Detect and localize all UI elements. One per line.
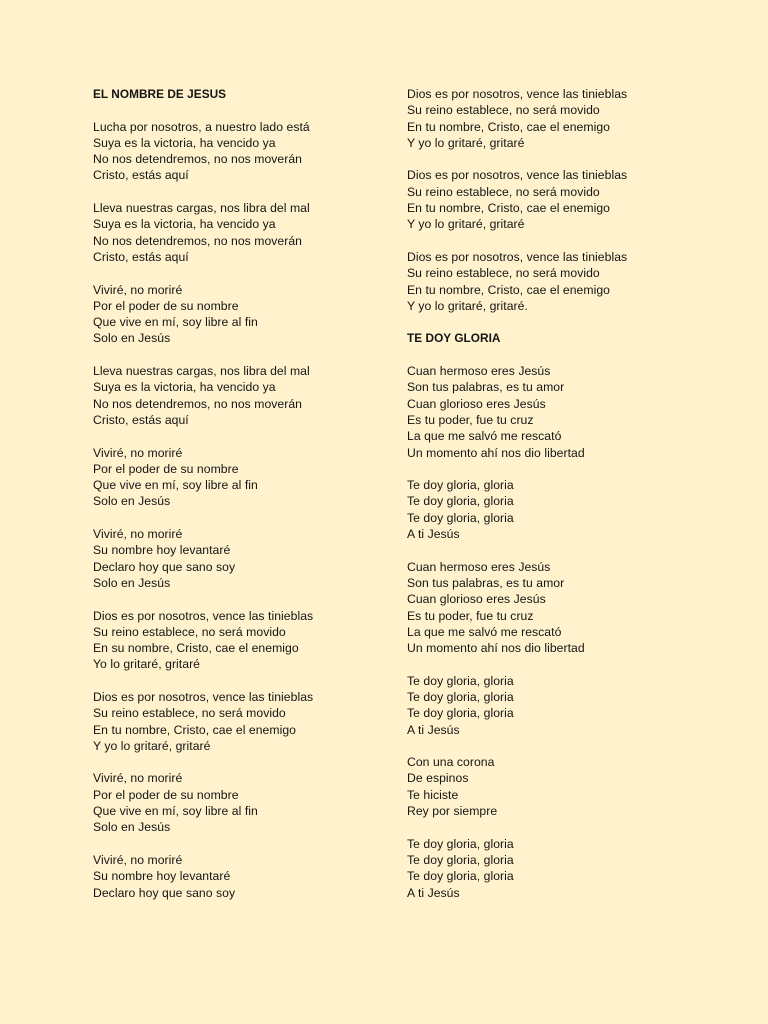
lyric-line: En tu nombre, Cristo, cae el enemigo <box>407 119 610 134</box>
lyric-line: Es tu poder, fue tu cruz <box>407 608 534 623</box>
stanza <box>93 608 393 673</box>
stanza <box>407 754 707 819</box>
right-column <box>407 86 707 901</box>
right-continuation-stanzas <box>407 86 707 330</box>
lyric-line: Son tus palabras, es tu amor <box>407 380 565 395</box>
lyric-line: Que vive en mí, soy libre al fin <box>93 478 258 493</box>
stanza <box>93 200 393 265</box>
lyric-line: Cuan hermoso eres Jesús <box>407 559 551 574</box>
lyric-line: Su reino establece, no será movido <box>407 103 600 118</box>
stanza-gap <box>407 347 707 363</box>
lyric-line: Cristo, estás aquí <box>93 412 189 427</box>
stanza <box>93 282 393 347</box>
lyric-line: Te hiciste <box>407 787 459 802</box>
lyric-line: Te doy gloria, gloria <box>407 706 514 721</box>
stanza-gap <box>93 347 393 363</box>
lyric-line: Y yo lo gritaré, gritaré <box>407 135 525 150</box>
lyric-line: Dios es por nosotros, vence las tinieblas <box>93 689 314 704</box>
lyric-line: Un momento ahí nos dio libertad <box>407 641 585 656</box>
stanza-gap <box>407 738 707 754</box>
lyric-line: Que vive en mí, soy libre al fin <box>93 315 258 330</box>
lyric-line: De espinos <box>407 771 469 786</box>
stanza <box>407 477 707 542</box>
lyric-line: Por el poder de su nombre <box>93 787 239 802</box>
lyric-line: Y yo lo gritaré, gritaré <box>93 738 211 753</box>
lyric-line: Por el poder de su nombre <box>93 461 239 476</box>
lyric-line: Te doy gloria, gloria <box>407 689 514 704</box>
lyric-line: Rey por siempre <box>407 804 498 819</box>
lyric-line: En tu nombre, Cristo, cae el enemigo <box>93 722 296 737</box>
lyric-line: Declaro hoy que sano soy <box>93 885 236 900</box>
lyric-line: Yo lo gritaré, gritaré <box>93 657 201 672</box>
lyric-line: Suya es la victoria, ha vencido ya <box>93 135 276 150</box>
lyric-line: La que me salvó me rescató <box>407 624 562 639</box>
stanza-gap <box>93 265 393 281</box>
stanza-gap <box>93 428 393 444</box>
stanza <box>407 86 707 151</box>
lyric-line: Su reino establece, no será movido <box>407 184 600 199</box>
stanza <box>93 770 393 835</box>
lyric-line: Te doy gloria, gloria <box>407 478 514 493</box>
lyric-line: Te doy gloria, gloria <box>407 852 514 867</box>
song-title: EL NOMBRE DE JESUS <box>93 87 227 101</box>
lyric-line: Suya es la victoria, ha vencido ya <box>93 380 276 395</box>
lyric-line: Cuan hermoso eres Jesús <box>407 364 551 379</box>
lyric-line: Y yo lo gritaré, gritaré <box>407 217 525 232</box>
lyric-line: Y yo lo gritaré, gritaré. <box>407 298 528 313</box>
stanza-gap <box>407 542 707 558</box>
lyric-line: Que vive en mí, soy libre al fin <box>93 804 258 819</box>
lyric-line: Su reino establece, no será movido <box>93 624 286 639</box>
lyric-line: Suya es la victoria, ha vencido ya <box>93 217 276 232</box>
stanza-gap <box>93 836 393 852</box>
stanza <box>93 526 393 591</box>
lyric-line: Son tus palabras, es tu amor <box>407 575 565 590</box>
lyric-line: Lleva nuestras cargas, nos libra del mal <box>93 364 310 379</box>
lyric-line: Solo en Jesús <box>93 331 171 346</box>
stanza <box>407 363 707 461</box>
lyric-line: Un momento ahí nos dio libertad <box>407 445 585 460</box>
lyric-line: Es tu poder, fue tu cruz <box>407 412 534 427</box>
lyric-line: Dios es por nosotros, vence las tinieblas <box>93 608 314 623</box>
stanza <box>93 363 393 428</box>
stanza-gap <box>93 754 393 770</box>
stanza-gap <box>93 184 393 200</box>
stanza <box>93 689 393 754</box>
stanza-gap <box>407 656 707 672</box>
stanza <box>407 836 707 901</box>
lyric-line: No nos detendremos, no nos moverán <box>93 396 303 411</box>
lyric-line: Viviré, no moriré <box>93 771 183 786</box>
lyric-line: En tu nombre, Cristo, cae el enemigo <box>407 201 610 216</box>
song-title: TE DOY GLORIA <box>407 331 501 346</box>
lyric-line: Cristo, estás aquí <box>93 168 189 183</box>
lyric-line: Lucha por nosotros, a nuestro lado está <box>93 119 310 134</box>
lyric-line: En su nombre, Cristo, cae el enemigo <box>93 641 299 656</box>
stanza-gap <box>407 461 707 477</box>
lyric-line: Viviré, no moriré <box>93 852 183 867</box>
stanza-gap <box>93 673 393 689</box>
stanza <box>407 559 707 657</box>
lyric-line: Cuan glorioso eres Jesús <box>407 396 546 411</box>
lyric-line: No nos detendremos, no nos moverán <box>93 233 303 248</box>
lyric-line: Te doy gloria, gloria <box>407 510 514 525</box>
lyric-line: Dios es por nosotros, vence las tinieblas <box>407 168 628 183</box>
left-column <box>93 86 393 901</box>
lyric-line: A ti Jesús <box>407 885 460 900</box>
lyric-line: Dios es por nosotros, vence las tinieblas <box>407 87 628 101</box>
lyric-line: Cuan glorioso eres Jesús <box>407 592 546 607</box>
stanza <box>407 167 707 232</box>
lyric-line: Viviré, no moriré <box>93 527 183 542</box>
stanza <box>93 852 393 901</box>
stanza-gap <box>93 591 393 607</box>
lyric-line: Por el poder de su nombre <box>93 298 239 313</box>
lyric-line: Su reino establece, no será movido <box>93 706 286 721</box>
lyric-line: A ti Jesús <box>407 722 460 737</box>
lyric-line: Con una corona <box>407 755 495 770</box>
stanza-gap <box>407 151 707 167</box>
lyric-line: Lleva nuestras cargas, nos libra del mal <box>93 201 310 216</box>
stanza <box>93 445 393 510</box>
lyric-line: Te doy gloria, gloria <box>407 673 514 688</box>
lyric-line: A ti Jesús <box>407 527 460 542</box>
lyric-line: Solo en Jesús <box>93 494 171 509</box>
lyric-line: Su nombre hoy levantaré <box>93 543 231 558</box>
lyric-line: Viviré, no moriré <box>93 282 183 297</box>
lyric-line: Viviré, no moriré <box>93 445 183 460</box>
lyric-line: Te doy gloria, gloria <box>407 836 514 851</box>
lyric-line: Su nombre hoy levantaré <box>93 869 231 884</box>
lyric-line: En tu nombre, Cristo, cae el enemigo <box>407 282 610 297</box>
lyric-line: Su reino establece, no será movido <box>407 266 600 281</box>
lyric-line: Solo en Jesús <box>93 820 171 835</box>
stanza <box>407 249 707 314</box>
lyric-line: Cristo, estás aquí <box>93 249 189 264</box>
stanza-gap <box>407 233 707 249</box>
lyric-line: Te doy gloria, gloria <box>407 494 514 509</box>
stanza-gap <box>93 102 393 118</box>
lyric-line: No nos detendremos, no nos moverán <box>93 152 303 167</box>
stanza <box>93 119 393 184</box>
lyric-line: Declaro hoy que sano soy <box>93 559 236 574</box>
lyric-line: La que me salvó me rescató <box>407 429 562 444</box>
stanza-gap <box>407 819 707 835</box>
stanza-gap <box>93 510 393 526</box>
right-stanzas <box>407 363 707 901</box>
lyric-line: Dios es por nosotros, vence las tinieblas <box>407 249 628 264</box>
lyric-line: Te doy gloria, gloria <box>407 869 514 884</box>
lyric-line: Solo en Jesús <box>93 575 171 590</box>
stanza-gap <box>407 314 707 330</box>
left-stanzas <box>93 119 393 901</box>
stanza <box>407 673 707 738</box>
